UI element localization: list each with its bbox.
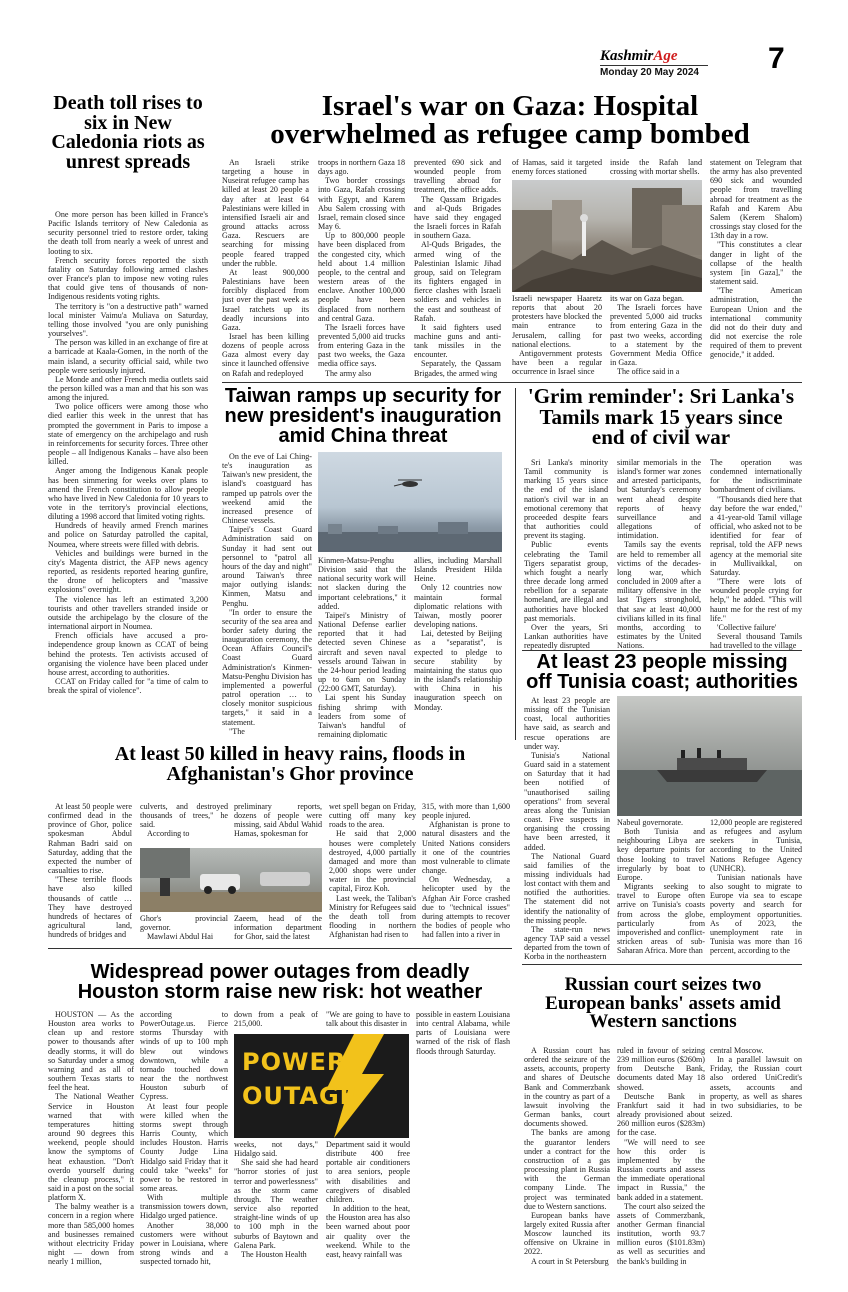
tunisia-paragraph: Tunisian nationals have also sought to migrate to Europe via sea to escape poverty and search for employment opportunities. As of 2023, the unemployment rate in Tunisia was more than 16 percent, according to the — [710, 872, 802, 956]
houston-paragraph: With multiple transmission towers down, Hidalgo urged patience. — [140, 1193, 228, 1221]
russia-body-col1 — [524, 1046, 610, 1266]
russia-body-col2 — [617, 1046, 705, 1266]
caledonia-paragraph: French security forces reported the sixth fatality on Saturday following armed clashes over France's plan to impose new voting rules that could give tens of thousands of non-Indigenous residents voting rights. — [48, 255, 208, 302]
srilanka-paragraph: Over the years, Sri Lankan authorities have repeatedly disrupted — [524, 622, 608, 650]
gaza-paragraph: The Qassam Brigades and al-Quds Brigades have said they engaged the Israeli forces in Rafah in southern Gaza. — [414, 194, 501, 241]
srilanka-body-col3 — [710, 458, 802, 650]
rubble-illustration — [512, 180, 702, 292]
houston-headline: Widespread power outages from deadly Houston storm raise new risk: hot weather — [77, 961, 483, 1003]
srilanka-paragraph-cont: similar memorials in the island's former war zones and arrested participants, but Saturday's ceremony went ahead despite reports of heavy surveillance and allegations of intimidation. — [617, 458, 701, 541]
gaza-paragraph: The office said in a — [617, 367, 680, 377]
gaza-paragraph: Separately, the Qassam Brigades, the armed wing — [414, 359, 501, 378]
afghanistan-paragraph-cont: culverts, and destroyed thousands of trees," he said. — [140, 802, 228, 830]
vertical-divider — [515, 388, 516, 740]
tunisia-headline: At least 23 people missing off Tunisia coast; authorities — [526, 651, 798, 693]
taiwan-headline: Taiwan ramps up security for new president's inauguration amid China threat — [224, 385, 502, 447]
taiwan-paragraph: Only 12 countries now maintain formal diplomatic relations with Taiwan, mostly poorer developing nations. — [414, 583, 502, 630]
gaza-body-col2 — [318, 158, 405, 380]
afghanistan-headline: At least 50 killed in heavy rains, floods in Afghanistan's Ghor province — [114, 743, 466, 785]
boat-illustration — [617, 696, 802, 816]
srilanka-paragraph-cont: The operation was condemned internationally for the indiscriminate bombardment of civilians. — [710, 458, 802, 495]
afghanistan-paragraph: He said that 2,000 houses were completely destroyed, 4,000 partially damaged and more than 2,000 shops were under water in the provincial capital, Firoz Koh. — [329, 829, 416, 894]
afghanistan-body-col2b — [140, 914, 228, 944]
taiwan-paragraph: "The — [229, 726, 245, 736]
gaza-paragraph: It said fighters used machine guns and anti-tank missiles in the encounter. — [414, 322, 501, 360]
flood-illustration — [140, 848, 322, 912]
afghanistan-body-col3a — [234, 802, 322, 844]
houston-paragraph: She said she had heard "horror stories of just terror and powerlessness" as the storm came through. The weather service also reported straight-line winds of up to 100 mph in the suburbs of Baytown and Galena Park. — [234, 1158, 318, 1250]
taiwan-paragraph: Lai, detested by Beijing as a "separatist", is expected to pledge to secure stability by maintaining the status quo in the island's relationship with China in his inauguration speech on Monday. — [414, 629, 502, 712]
srilanka-paragraph: Tamils say the events are held to remember all victims of the decades-long war, which concluded in 2009 after a military offensive in the last Tigers stronghold, that saw at least 40,000 civilians killed in its final months, according to estimates by the United Nations. — [617, 540, 701, 650]
caledonia-paragraph: Vehicles and buildings were burned in the city's Magenta district, the AFP news agency reported, as residents reported hearing gunfire, the drone of helicopters and "massive explosions" overnight. — [48, 548, 208, 595]
afghanistan-photo — [140, 848, 322, 912]
houston-paragraph: Another 38,000 customers were without power in Louisiana, where strong winds and a suspected tornado hit, — [140, 1220, 228, 1266]
afghanistan-paragraph-cont: wet spell began on Friday, cutting off many key roads to the area. — [329, 802, 416, 830]
houston-power-outage-graphic — [234, 1034, 409, 1138]
gaza-body-col3 — [414, 158, 501, 380]
gaza-paragraph: The Israeli forces have prevented 5,000 aid trucks from entering Gaza in the past two weeks, the Gaza media office says. — [318, 322, 405, 369]
srilanka-headline: 'Grim reminder': Sri Lanka's Tamils mark 15 years since end of civil war — [527, 384, 795, 450]
afghanistan-paragraph-cont: Zaeem, head of the information department for Ghor, said the latest — [234, 914, 322, 942]
houston-body-col5 — [416, 1010, 510, 1266]
tunisia-body-col3 — [710, 818, 802, 961]
srilanka-paragraph: Public events celebrating the Tamil Tigers separatist group, which fought a nearly three decade long armed rebellion for a separate homeland, are illegal and authorities have blocked past memorials. — [524, 540, 608, 623]
helicopter-illustration — [318, 452, 502, 552]
gaza-paragraph-cont: statement on Telegram that the army has also prevented 690 sick and wounded people from travelling abroad for treatment as the Rafah and Karem Abu Salem (Kerem Shalom) crossings stay closed for the 13th day in a row. — [710, 158, 802, 241]
gaza-photo — [512, 180, 702, 292]
houston-paragraph-cont: weeks, not days," Hidalgo said. — [234, 1140, 318, 1159]
srilanka-paragraph: Sri Lanka's minority Tamil community is marking 15 years since the end of the island nation's civil war in an emotional ceremony that proceeded despite fears that authorities could prevent its staging. — [524, 458, 608, 541]
houston-paragraph-cont: possible in eastern Louisiana into central Alabama, while parts of Louisiana were warned of the risk of flash floods through Saturday. — [416, 1010, 510, 1056]
srilanka-body-col1 — [524, 458, 608, 650]
tunisia-paragraph: The National Guard said families of the missing individuals had lost contact with them and notified the authorities. The statement did not identify the nationality of the missing people. — [524, 851, 610, 925]
tunisia-paragraph: The state-run news agency TAP said a vessel departed from the town of Korba in the northeastern — [524, 924, 610, 961]
gaza-bottom-rule — [222, 382, 802, 383]
gaza-paragraph: The Israeli forces have prevented 5,000 aid trucks from entering Gaza in the past two weeks, according to a statement by the Government Media Office in Gaza. — [610, 303, 702, 368]
taiwan-paragraph: Taipei's Coast Guard Administration said on Sunday it had sent out personnel to "patrol all hours of the day and night" around Taiwan's three major outlying islands: Kinmen, Matsu and Penghu. — [222, 525, 312, 608]
gaza-paragraph-cont: of Hamas, said it targeted enemy forces stationed — [512, 158, 602, 177]
afghanistan-body-col2a — [140, 802, 228, 844]
gaza-paragraph: "The American administration, the European Union and the international community did not do their duty and did not exercise the role required of them to prevent genocide," it added. — [710, 286, 802, 360]
caledonia-paragraph: French officials have accused a pro-independence group known as CCAT of being behind the protests. Ten activists accused of organising the violence have been placed under house arrest, according to authorities. — [48, 631, 208, 677]
gaza-paragraph-cont: prevented 690 sick and wounded people from travelling abroad for treatment, the office adds. — [414, 158, 501, 195]
gaza-paragraph: Two border crossings into Gaza, Rafah crossing with Egypt, and Karem Abu Salem crossing with Israel, remain closed since May 6. — [318, 176, 405, 232]
afghanistan-paragraph: At least 50 people were confirmed dead in the province of Ghor, police spokesman Abdul Rahman Badri said on Saturday, adding that the expected the number of casualties to rise. — [48, 802, 132, 876]
afghanistan-paragraph: Last week, the Taliban's Ministry for Refugees said the death toll from flooding in northern Afghanistan had risen to — [329, 893, 416, 940]
gaza-body-col4b — [512, 294, 602, 380]
russia-paragraph: A Russian court has ordered the seizure of the assets, accounts, property and shares of Deutsche Bank and Commerzbank in the country as part of a lawsuit involving the German banks, court documents showed. — [524, 1046, 610, 1129]
srilanka-body-col2 — [617, 458, 701, 650]
taiwan-body-col2 — [318, 556, 406, 738]
gaza-headline: Israel's war on Gaza: Hospital overwhelmed as refugee camp bombed — [270, 90, 750, 151]
gaza-paragraph-cont: inside the Rafah land crossing with mortar shells. — [610, 158, 702, 177]
houston-paragraph-cont: Department said it would distribute 400 free portable air conditioners to area seniors, people with disabilities and caregivers of disabled children. — [326, 1140, 410, 1204]
srilanka-paragraph: "There were lots of wounded people crying for help," he added. "This will haunt me for the rest of my life." — [710, 577, 802, 623]
srilanka-paragraph: Several thousand Tamils had travelled to the village — [710, 631, 802, 650]
russia-paragraph-cont: central Moscow. — [710, 1046, 764, 1055]
masthead-underline — [600, 65, 708, 66]
houston-body-col3a — [234, 1010, 318, 1032]
taiwan-body-col3 — [414, 556, 502, 738]
afghanistan-body-col4 — [329, 802, 416, 944]
tunisia-paragraph: Migrants seeking to travel to Europe often arrive on Tunisia's coasts from across the globe, particularly from impoverished and conflict-stricken areas of sub-Saharan Africa. More than — [617, 882, 705, 956]
gaza-paragraph: An Israeli strike targeting a house in Nuseirat refugee camp has killed at least 20 people a day after at least 64 Palestinians were killed in intensified Israeli air and ground attacks across Gaza. Rescuers are searching for missing people feared trapped under the rubble. — [222, 158, 309, 268]
russia-paragraph-cont: ruled in favour of seizing 239 million euros ($260m) from Deutsche Bank, documents dated May 18 showed. — [617, 1046, 705, 1092]
taiwan-photo — [318, 452, 502, 552]
masthead-brand — [600, 48, 678, 65]
houston-paragraph: The National Weather Service in Houston warned that with temperatures hitting around 90 degrees this weekend, people should know the symptoms of heat exhaustion. "Don't overdo yourself during the cleanup process," it said in a post on the social platform X. — [48, 1092, 134, 1203]
houston-paragraph: At least four people were killed when the storms swept through Harris County, which includes Houston. Harris County Judge Lina Hidalgo said Friday that it could take "weeks" for power to be restored in some areas. — [140, 1101, 228, 1193]
gaza-paragraph-cont: its war on Gaza began. — [610, 294, 684, 303]
page-number: 7 — [768, 42, 785, 75]
tunisia-body-col1 — [524, 696, 610, 961]
srilanka-paragraph: "Thousands died here that day before the war ended," a 41-year-old Tamil village official, who asked not to be identified for fear of reprisal, told the AFP news agency at the memorial site in Mullivaikkal, on Saturday. — [710, 494, 802, 577]
caledonia-paragraph: The person was killed in an exchange of fire at a barricade at Kaala-Gomen, in the north of the main island, a security official said, while two people were seriously injured. — [48, 338, 208, 375]
caledonia-headline: Death toll rises to six in New Caledonia riots as unrest spreads — [51, 92, 205, 173]
tunisia-body-col2 — [617, 818, 705, 961]
gaza-paragraph: "This constitutes a clear danger in light of the collapse of the health system [in Gaza]," the statement said. — [710, 240, 802, 287]
russia-paragraph: In a parallel lawsuit on Friday, the Russian court also ordered UniCredit's assets, accounts and property, as well as shares in two subsidiaries, to be seized. — [710, 1055, 802, 1120]
srilanka-paragraph: 'Collective failure' — [717, 622, 777, 632]
caledonia-paragraph: CCAT on Friday called for "a time of calm to break the spiral of violence". — [48, 676, 208, 696]
masthead-date: Monday 20 May 2024 — [600, 67, 699, 78]
tunisia-paragraph: At least 23 people are missing off the Tunisian coast, local authorities have said, as search and rescue operations are under way. — [524, 696, 610, 751]
afghanistan-paragraph-cont: Ghor's provincial governor. — [140, 914, 228, 933]
afghanistan-paragraph: Afghanistan is prone to natural disasters and the United Nations considers it one of the countries most vulnerable to climate change. — [422, 820, 510, 876]
tunisia-paragraph-cont: 12,000 people are registered as refugees and asylum seekers in Tunisia, according to the United Nations Refugee Agency (UNHCR). — [710, 818, 802, 873]
gaza-paragraph: Up to 800,000 people have been displaced from the congested city, which held about 1.4 million people, to the central and western areas of the enclave. Another 100,000 people have been displaced from northern and central Gaza. — [318, 231, 405, 323]
afghanistan-paragraph: Mawlawi Abdul Hai — [147, 932, 214, 942]
caledonia-paragraph: Le Monde and other French media outlets said the person killed was a man and that his son was among the injured. — [48, 374, 208, 403]
afghanistan-body-col3b — [234, 914, 322, 944]
caledonia-body — [48, 210, 208, 722]
russia-paragraph: "We will need to see how this order is implemented by the Russian courts and assess the immediate operational impact in Russia," the bank added in a statement. — [617, 1137, 705, 1202]
houston-paragraph: The Houston Health — [241, 1249, 307, 1259]
afghanistan-paragraph: According to — [147, 829, 190, 839]
russia-paragraph: Deutsche Bank in Frankfurt said it had already provisioned about 260 million euros ($283m) for the case. — [617, 1091, 705, 1138]
caledonia-paragraph: Anger among the Indigenous Kanak people has been simmering for weeks over plans to amend the French constitution to allow people who have lived in New Caledonia for 10 years to vote in the territory's provincial elections, diluting a 1998 accord that limited voting rights. — [48, 466, 208, 522]
tunisia-paragraph: Both Tunisia and neighbouring Libya are key departure points for those looking to travel irregularly by boat to Europe. — [617, 827, 705, 882]
taiwan-paragraph: "In order to ensure the security of the sea area and border safety during the inauguration ceremony, the Ocean Affairs Council's Coast Guard Administration's Kinmen-Matsu-Penghu Division has implemented a powerful patrol operation … to closely monitor suspicious targets," it said in a statement. — [222, 607, 312, 727]
afghanistan-paragraph-cont: 315, with more than 1,600 people injured. — [422, 802, 510, 821]
houston-body-col2 — [140, 1010, 228, 1266]
afghanistan-paragraph: "These terrible floods have also killed thousands of cattle … They have destroyed hundreds of hectares of agricultural land, hundreds of bridges and — [48, 875, 132, 940]
russia-paragraph: European banks have largely exited Russia after Moscow launched its offensive on Ukraine in 2022. — [524, 1210, 610, 1257]
russia-headline: Russian court seizes two European banks' assets amid Western sanctions — [545, 974, 781, 1033]
caledonia-paragraph: The violence has left an estimated 3,200 tourists and other travellers stranded inside or outside the archipelago by the closure of the international airport in Noumea. — [48, 594, 208, 632]
gaza-body-col1 — [222, 158, 309, 380]
tunisia-bottom-rule — [522, 964, 802, 965]
taiwan-paragraph: Taipei's Ministry of National Defense earlier reported that it had detected seven Chinese aircraft and seven naval vessels around Taiwan in the 24-hour period leading up to 6am on Sunday (22:00 GMT, Saturday). — [318, 610, 406, 694]
masthead — [600, 42, 830, 82]
houston-paragraph-cont: down from a peak of 215,000. — [234, 1010, 318, 1029]
caledonia-paragraph: The territory is "on a destructive path" warned local minister Vaimu'a Muliava on Saturday, telling those involved "you are only punishing yourselves". — [48, 301, 208, 339]
caledonia-paragraph: One more person has been killed in France's Pacific Islands territory of New Caledonia as security personnel tried to restore order, taking the death toll from nearly a week of unrest and looting to six. — [48, 210, 208, 256]
gaza-paragraph: Israel has been killing dozens of people across Gaza almost every day since it launched offensive on Rafah and redeployed — [222, 331, 309, 378]
taiwan-paragraph: Lai spent his Sunday fishing shrimp with leaders from some of Taiwan's handful of remaining diplomatic — [318, 693, 406, 738]
gaza-body-col4a — [512, 158, 602, 179]
houston-body-col4b — [326, 1140, 410, 1266]
taiwan-paragraph-cont: Kinmen-Matsu-Penghu Division said that the national security work will not slacken during the important celebrations," it added. — [318, 556, 406, 611]
taiwan-paragraph: On the eve of Lai Ching-te's inauguration as Taiwan's new president, the island's coastguard has ramped up patrols over the weekend amid the increased presence of Chinese vessels. — [222, 452, 312, 526]
afghanistan-body-col5 — [422, 802, 510, 944]
houston-paragraph: HOUSTON — As the Houston area works to clean up and restore power to thousands after deadly storms, it will do so Saturday under a smog warning and as all of southern Texas starts to feel the heat. — [48, 1010, 134, 1093]
afghanistan-bottom-rule — [48, 948, 512, 949]
gaza-paragraph: Al-Quds Brigades, the armed wing of the Palestinian Islamic Jihad group, said on Telegram its fighters engaged in fierce clashes with Israeli soldiers and vehicles in the east and southeast of Rafah. — [414, 240, 501, 323]
afghanistan-paragraph: On Wednesday, a helicopter used by the Afghan Air Force crashed due to "technical issues" during attempts to recover the bodies of people who had fallen into a river in — [422, 875, 510, 940]
houston-body-col4a — [326, 1010, 410, 1032]
gaza-paragraph-cont: Israeli newspaper Haaretz reports that about 20 protesters have blocked the main entrance to Jerusalem, calling for national elections. — [512, 294, 602, 349]
houston-paragraph-cont: according to PowerOutage.us. Fierce storms Thursday with winds of up to 100 mph blew out windows downtown, while a tornado touched down near the the northwest Houston suburb of Cypress. — [140, 1010, 228, 1102]
houston-paragraph: The balmy weather is a concern in a region where more than 585,000 homes and businesses remained without electricity Friday night — down from nearly 1 million, — [48, 1202, 134, 1266]
gaza-paragraph-cont: troops in northern Gaza 18 days ago. — [318, 158, 405, 177]
tunisia-paragraph-cont: Nabeul governorate. — [617, 818, 684, 827]
gaza-paragraph: Antigovernment protests have been a regular occurrence in Israel since — [512, 348, 602, 377]
taiwan-paragraph-cont: allies, including Marshall Islands President Hilda Heine. — [414, 556, 502, 584]
power-word: POWER — [242, 1048, 347, 1076]
gaza-paragraph: The army also — [325, 368, 372, 378]
afghanistan-body-col1 — [48, 802, 132, 944]
taiwan-body-col1 — [222, 452, 312, 738]
houston-body-col3b — [234, 1140, 318, 1266]
gaza-paragraph: At least 900,000 Palestinians have been forcibly displaced from just over the past week as Israel ratchets up its deadly incursions into Gaza. — [222, 267, 309, 332]
houston-paragraph: In addition to the heat, the Houston area has also been warned about poor air quality over the weekend. While to the east, heavy rainfall was — [326, 1204, 410, 1259]
caledonia-paragraph: Hundreds of heavily armed French marines and police on Saturday patrolled the capital, Noumea, where streets were filled with debris. — [48, 521, 208, 549]
houston-paragraph-cont: "We are going to have to talk about this disaster in — [326, 1010, 410, 1029]
tunisia-paragraph: Tunisia's National Guard said in a statement on Saturday that it had been notified of "unauthorised sailing operations" from several areas along the Tunisian coast. Five suspects in organising the crossing have been arrested, it added. — [524, 750, 610, 852]
afghanistan-paragraph-cont: preliminary reports, dozens of people were missing, said Abdul Wahid Hamas, spokesman for — [234, 802, 322, 839]
houston-body-col1 — [48, 1010, 134, 1266]
russia-paragraph: The banks are among the guarantor lenders under a contract for the construction of a gas processing plant in Russia with the German company Linde. The project was terminated due to Western sanctions. — [524, 1128, 610, 1211]
brand-age: Age — [653, 48, 678, 64]
brand-kashmir: Kashmir — [600, 48, 654, 64]
tunisia-photo — [617, 696, 802, 816]
russia-paragraph: The court also seized the assets of Commerzbank, another German financial institution, worth 93.7 million euros ($101.83m) as well as securities and the bank's building in — [617, 1201, 705, 1266]
gaza-body-col5a — [610, 158, 702, 179]
russia-paragraph: A court in St Petersburg — [531, 1256, 609, 1266]
gaza-body-col6 — [710, 158, 802, 380]
russia-body-col3 — [710, 1046, 802, 1266]
outage-word: OUTAGE — [242, 1082, 358, 1110]
gaza-body-col5b — [610, 294, 702, 380]
caledonia-paragraph: Two police officers were among those who died earlier this week in the unrest that has prompted the government in Paris to impose a state of emergency on the archipelago and rush in reinforcements for security forces. Three other people – all Indigenous Kanaks – have also been killed. — [48, 402, 208, 467]
